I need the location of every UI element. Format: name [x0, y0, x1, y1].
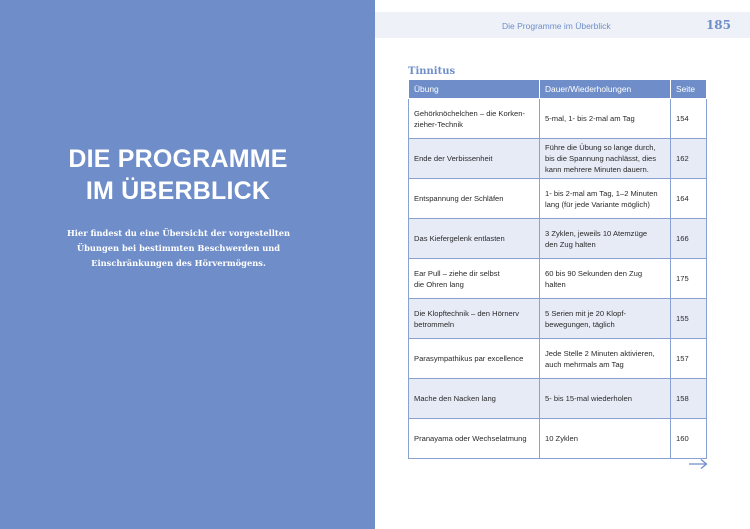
exercise-cell	[409, 99, 540, 139]
spread-title-line: IM ÜBERBLICK	[85, 177, 271, 205]
header-duration: Dauer/Wiederholungen	[540, 80, 671, 99]
exercise-cell-line: die Ohren lang	[414, 279, 464, 289]
duration-cell-line: kann mehrere Minuten dauern.	[545, 165, 649, 174]
duration-cell-line: Führe die Übung so lange durch,	[545, 143, 656, 152]
running-header	[375, 12, 750, 38]
exercise-cell	[409, 379, 540, 419]
exercise-cell-line: Das Kiefergelenk entlasten	[414, 234, 505, 243]
duration-cell	[540, 379, 671, 419]
duration-cell-line: auch mehrmals am Tag	[545, 359, 624, 369]
duration-cell-line: bis die Spannung nachlässt, dies	[545, 154, 657, 163]
page-cell: 154	[671, 99, 707, 139]
duration-cell-line: bewegungen, täglich	[545, 319, 615, 329]
table-row	[409, 259, 707, 299]
exercise-cell-line: zieher-Technik	[414, 119, 463, 129]
page-cell: 158	[671, 379, 707, 419]
exercise-cell	[409, 299, 540, 339]
page-cell: 157	[671, 339, 707, 379]
page-cell: 162	[671, 139, 707, 179]
duration-cell-line: 5 Serien mit je 20 Klopf-	[545, 308, 627, 318]
exercise-cell-line: Gehörknöchelchen – die Korken-	[414, 108, 526, 118]
duration-cell-line: lang (für jede Variante möglich)	[545, 199, 650, 209]
duration-cell	[540, 139, 671, 179]
spread-title-line: DIE PROGRAMME	[68, 145, 288, 173]
right-page	[375, 0, 750, 529]
exercise-cell	[409, 339, 540, 379]
table-row	[409, 339, 707, 379]
section-title: Tinnitus	[408, 66, 456, 77]
exercise-cell-line: Pranayama oder Wechselatmung	[414, 434, 527, 443]
duration-cell-line: 3 Zyklen, jeweils 10 Atemzüge	[545, 228, 648, 238]
duration-cell-line: halten	[545, 279, 566, 289]
exercise-table	[408, 79, 707, 459]
arrow-right-icon[interactable]	[688, 458, 708, 470]
exercise-cell-line: Entspannung der Schläfen	[414, 194, 504, 203]
page-number: 185	[705, 18, 731, 32]
exercise-cell-line: Mache den Nacken lang	[414, 394, 496, 403]
duration-cell	[540, 259, 671, 299]
duration-cell	[540, 219, 671, 259]
table-row	[409, 419, 707, 459]
duration-cell-line: den Zug halten	[545, 239, 596, 249]
duration-cell	[540, 179, 671, 219]
duration-cell	[540, 99, 671, 139]
exercise-cell-line: Ende der Verbissenheit	[414, 154, 493, 163]
duration-cell	[540, 419, 671, 459]
duration-cell-line: Jede Stelle 2 Minuten aktivieren,	[545, 348, 655, 358]
header-page: Seite	[671, 80, 707, 99]
spread-title	[0, 143, 356, 207]
exercise-cell	[409, 259, 540, 299]
page-cell: 166	[671, 219, 707, 259]
duration-cell-line: 10 Zyklen	[545, 434, 578, 443]
duration-cell-line: 1- bis 2-mal am Tag, 1–2 Minuten	[545, 188, 658, 198]
table-row	[409, 379, 707, 419]
table-header-row	[409, 80, 707, 99]
exercise-cell-line: betrommeln	[414, 319, 455, 329]
page-cell: 160	[671, 419, 707, 459]
table-row	[409, 179, 707, 219]
exercise-cell-line: Ear Pull – ziehe dir selbst	[414, 268, 500, 278]
exercise-cell	[409, 219, 540, 259]
duration-cell-line: 60 bis 90 Sekunden den Zug	[545, 268, 643, 278]
table-row	[409, 299, 707, 339]
page-cell: 155	[671, 299, 707, 339]
intro-text	[66, 226, 291, 271]
running-title: Die Programme im Überblick	[502, 21, 611, 31]
exercise-cell-line: Parasympathikus par excellence	[414, 354, 524, 363]
table-row	[409, 99, 707, 139]
intro-line: Hier findest du eine Übersicht der vorgestellten	[66, 228, 291, 238]
table-row	[409, 139, 707, 179]
exercise-cell	[409, 419, 540, 459]
duration-cell	[540, 339, 671, 379]
exercise-cell-line: Die Klopftechnik – den Hörnerv	[414, 308, 520, 318]
exercise-cell	[409, 179, 540, 219]
duration-cell-line: 5- bis 15-mal wiederholen	[545, 394, 632, 403]
intro-line: Einschränkungen des Hörvermögens.	[91, 258, 266, 268]
page-cell: 175	[671, 259, 707, 299]
page-cell: 164	[671, 179, 707, 219]
intro-line: Übungen bei bestimmten Beschwerden und	[76, 243, 281, 253]
table-body	[409, 99, 707, 459]
table-row	[409, 219, 707, 259]
header-exercise: Übung	[409, 80, 540, 99]
duration-cell	[540, 299, 671, 339]
duration-cell-line: 5-mal, 1- bis 2-mal am Tag	[545, 114, 635, 123]
exercise-cell	[409, 139, 540, 179]
